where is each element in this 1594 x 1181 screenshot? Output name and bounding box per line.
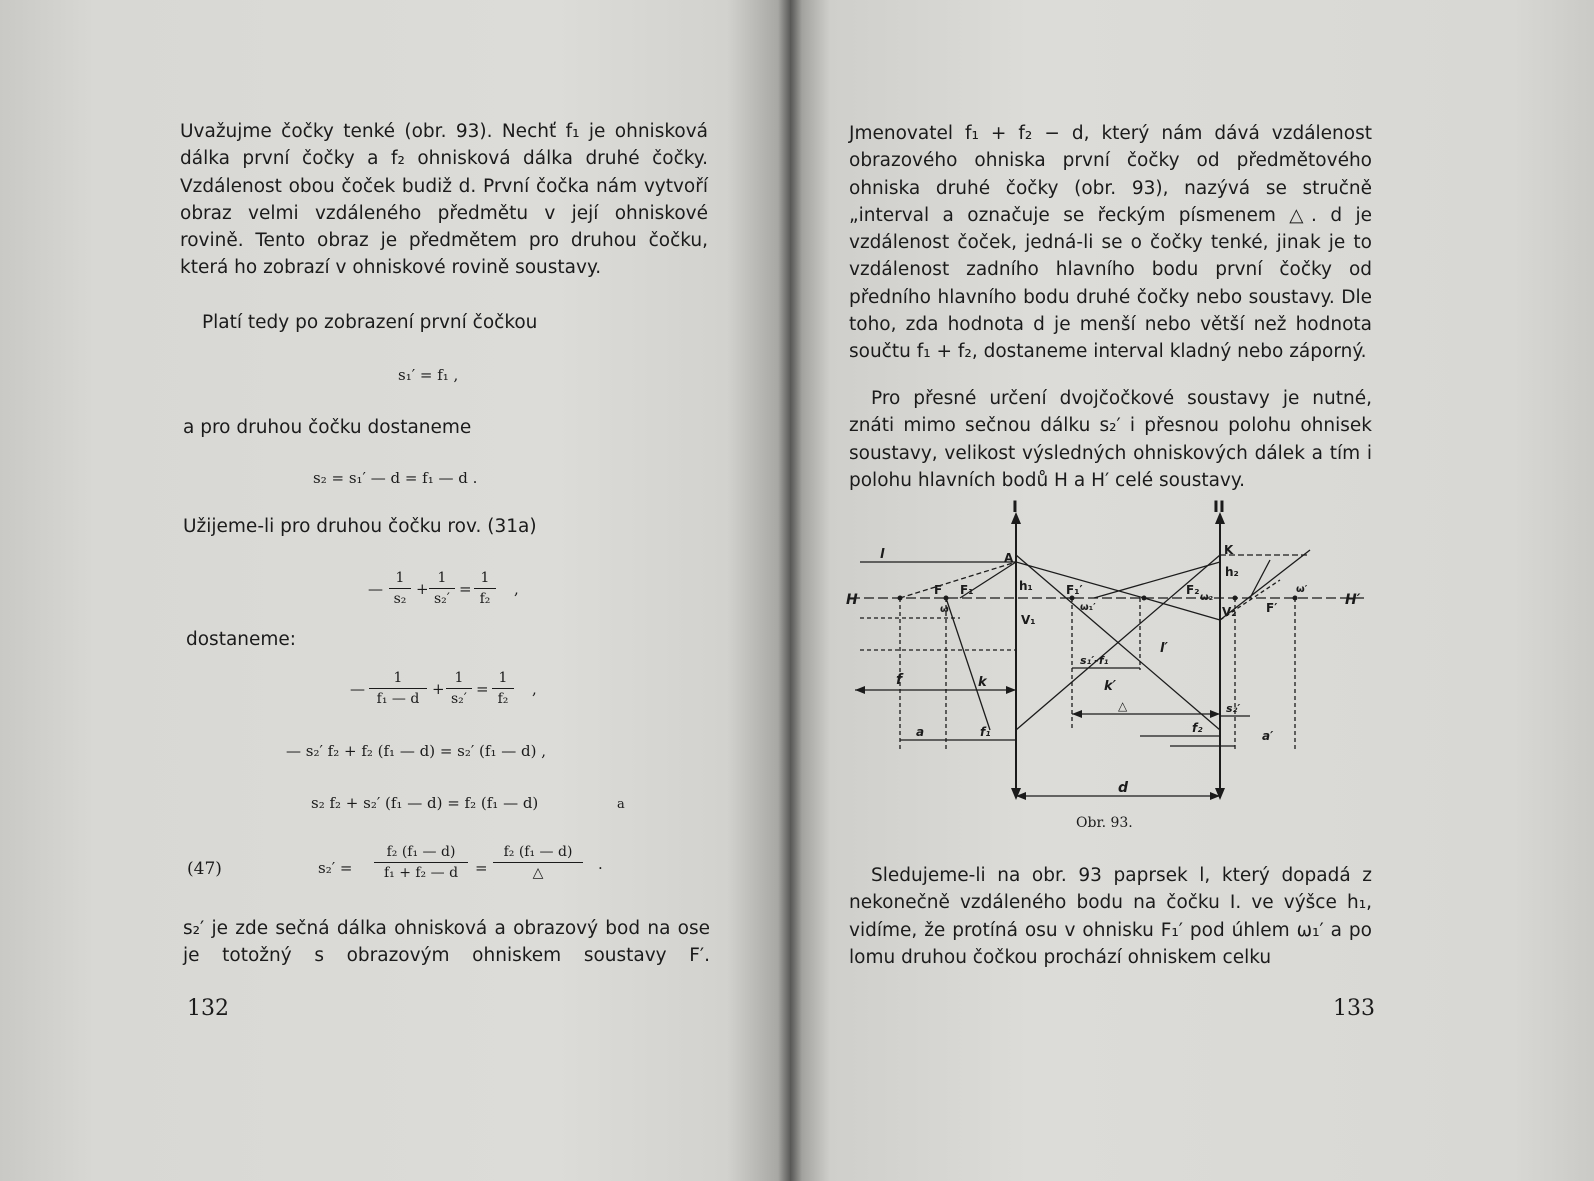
label-F1-prime: F₁′ <box>1066 583 1083 597</box>
label-omega2: ω₂ <box>1200 592 1214 603</box>
figure-93-diagram <box>840 500 1380 810</box>
label-d: d <box>1118 780 1129 796</box>
figure-caption: Obr. 93. <box>1076 815 1133 831</box>
label-f1: f₁ <box>980 725 991 739</box>
equation-5: — s₂′ f₂ + f₂ (f₁ — d) = s₂′ (f₁ — d) , <box>286 742 546 760</box>
left-paragraph-6: s₂′ je zde sečná dálka ohnisková a obrazový bod na ose je totožný s obrazovým ohniskem soustavy F′. <box>183 918 710 967</box>
label-A: A <box>1004 551 1014 565</box>
eq4-minus: — <box>350 680 365 698</box>
label-f: f <box>896 672 903 688</box>
eq4-comma: , <box>532 680 537 698</box>
label-omega1-prime: ω₁′ <box>1080 602 1096 613</box>
label-s2-prime: s₂′ <box>1226 702 1241 715</box>
label-a-prime: a′ <box>1262 729 1274 743</box>
label-F2: F₂ <box>1186 583 1200 597</box>
label-V1: V₁ <box>1021 613 1036 627</box>
eq4-fraction-3: $\frac{1}{\text{f₂}}$ <box>492 668 514 709</box>
label-H-prime: H′ <box>1345 592 1361 608</box>
label-omega-prime: ω′ <box>1296 584 1308 595</box>
left-paragraph-4: Užijeme-li pro druhou čočku rov. (31a) <box>183 516 537 537</box>
label-V2: V₂ <box>1222 605 1237 619</box>
left-paragraph-1: Uvažujme čočky tenké (obr. 93). Nechť f₁ je ohnisková dálka první čočky a f₂ ohnisková dálka druhé čočky. Vzdálenost obou čoček budiž d. První čočka nám vytvoří obraz velmi vzdáleného předmětu v její ohniskové rovině. Tento obraz je předmětem pro druhou čočku, která ho zobrazí v ohniskové rovině soustavy. <box>180 121 708 279</box>
equation-2: s₂ = s₁′ — d = f₁ — d . <box>313 469 478 487</box>
eq47-lhs: s₂′ = <box>318 859 353 877</box>
right-paragraph-2: Pro přesné určení dvojčočkové soustavy je nutné, znáti mimo sečnou dálku s₂′ i přesnou polohu ohnisek soustavy, velikost výsledných ohniskových dálek a tím i polohu hlavních bodů H a H′ celé soustavy. <box>849 388 1372 491</box>
label-K: K <box>1224 543 1234 557</box>
label-h2: h₂ <box>1225 565 1239 579</box>
label-s1-f1: s₁′-f₁ <box>1080 654 1109 667</box>
eq47-label: (47) <box>187 859 222 879</box>
label-l-prime: l′ <box>1160 641 1168 656</box>
equation-1: s₁′ = f₁ , <box>398 366 459 384</box>
label-F: F <box>934 583 943 597</box>
label-a: a <box>916 725 925 739</box>
eq3-fraction-2: $\frac{1}{\text{s₂′}}$ <box>429 568 455 609</box>
label-omega: ω <box>940 604 949 615</box>
eq47-fraction-2: f₂ (f₁ — d) △ <box>493 842 583 883</box>
page-number-left: 132 <box>187 996 229 1021</box>
label-h1: h₁ <box>1019 579 1033 593</box>
eq4-plus: + <box>432 680 445 698</box>
eq3-plus: + <box>416 580 429 598</box>
eq3-equals: = <box>459 580 472 598</box>
right-paragraph-1: Jmenovatel f₁ + f₂ − d, který nám dává vzdálenost obrazového ohniska první čočky od předmětového ohniska druhé čočky (obr. 93), nazývá se stručně „interval a označuje se řeckým písmenem △. d je vzdálenost čoček, jedná-li se o čočky tenké, jinak je to vzdálenost zadního hlavního bodu první čočky od předního hlavního bodu druhé čočky nebo soustavy. Dle toho, zda hodnota d je menší nebo větší než hodnota součtu f₁ + f₂, dostaneme interval kladný nebo záporný. <box>849 123 1372 363</box>
left-paragraph-3: a pro druhou čočku dostaneme <box>183 417 472 438</box>
label-F1: F₁ <box>960 583 974 597</box>
page-number-right: 133 <box>1333 996 1375 1021</box>
label-lens-1: I <box>1012 500 1018 516</box>
eq3-fraction-3: $\frac{1}{\text{f₂}}$ <box>474 568 496 609</box>
left-paragraph-2: Platí tedy po zobrazení první čočkou <box>202 312 538 333</box>
label-f2: f₂ <box>1192 721 1203 735</box>
eq47-period: . <box>598 855 603 873</box>
eq47-equals: = <box>475 859 488 877</box>
eq4-equals: = <box>476 680 489 698</box>
label-k: k <box>978 675 987 690</box>
label-F-prime: F′ <box>1266 601 1278 615</box>
right-paragraph-3: Sledujeme-li na obr. 93 paprsek l, který dopadá z nekonečně vzdáleného bodu na čočku I. ve výšce h₁, vidíme, že protíná osu v ohnisku F₁′ pod úhlem ω₁′ a po lomu druhou čočkou prochází ohniskem celku <box>849 865 1372 968</box>
eq4-fraction-1: $\frac{1}{\text{f₁ — d}}$ <box>369 668 427 709</box>
eq3-comma: , <box>514 580 519 598</box>
label-lens-2: II <box>1213 500 1225 516</box>
label-l: l <box>880 547 885 562</box>
eq4-fraction-2: $\frac{1}{\text{s₂′}}$ <box>446 668 472 709</box>
book-gutter <box>778 0 802 1181</box>
label-k-prime: k′ <box>1104 679 1117 694</box>
left-paragraph-5: dostaneme: <box>186 629 297 650</box>
label-H: H <box>846 592 858 608</box>
eq3-fraction-1: $\frac{1}{\text{s₂}}$ <box>389 568 411 609</box>
label-delta: △ <box>1118 699 1128 713</box>
eq47-fraction-1: $\frac{\text{f₂ (f₁ — d)}}{\text{f₁ + f₂ — d}}$ <box>374 842 468 883</box>
eq3-minus: — <box>368 580 383 598</box>
equation-6: s₂ f₂ + s₂′ (f₁ — d) = f₂ (f₁ — d) <box>311 794 539 812</box>
equation-6-mark: a <box>617 797 625 812</box>
